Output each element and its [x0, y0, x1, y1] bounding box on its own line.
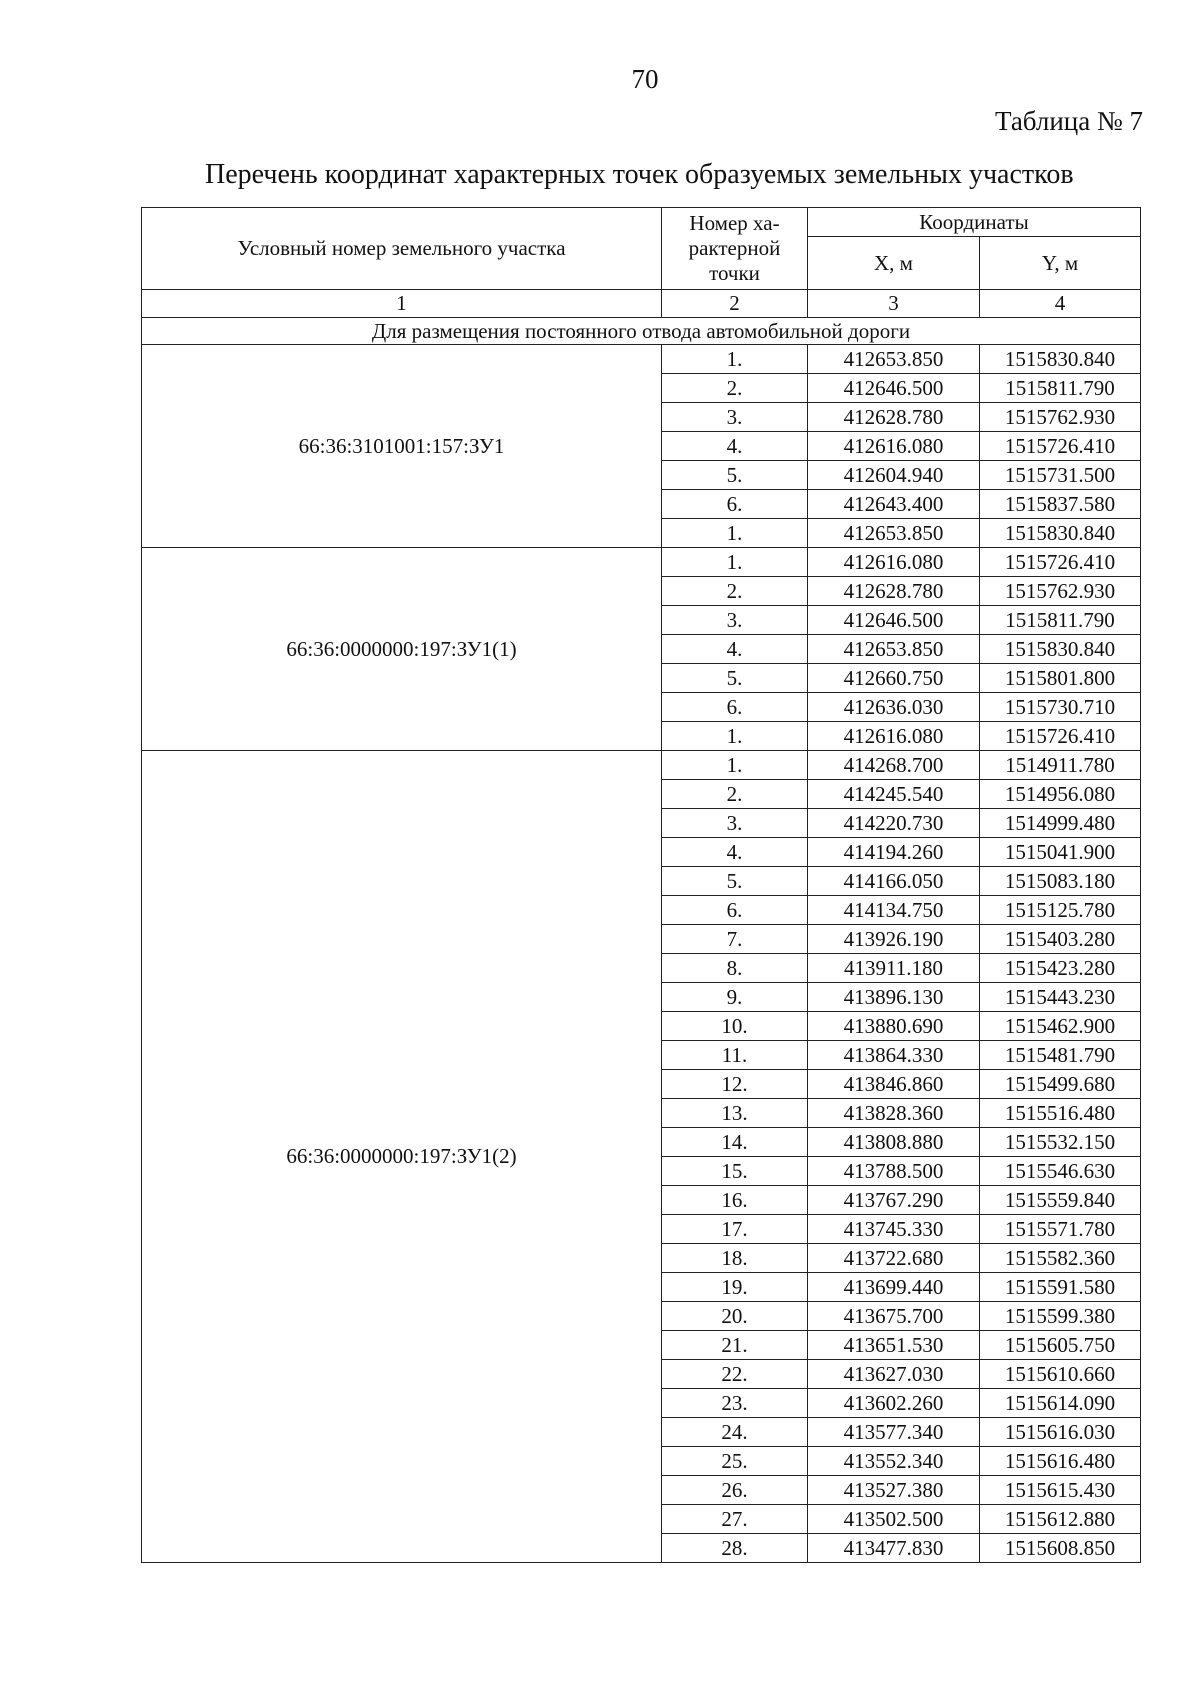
coord-x: 413477.830: [808, 1534, 980, 1563]
header-coordinates: Координаты: [808, 208, 1141, 237]
coord-x: 412660.750: [808, 664, 980, 693]
coord-y: 1515610.660: [980, 1360, 1141, 1389]
coord-x: 414268.700: [808, 751, 980, 780]
coord-y: 1515083.180: [980, 867, 1141, 896]
column-number: 1: [142, 290, 662, 318]
coord-x: 414245.540: [808, 780, 980, 809]
point-number: 3.: [662, 606, 808, 635]
coord-y: 1515532.150: [980, 1128, 1141, 1157]
coord-x: 412628.780: [808, 403, 980, 432]
coord-x: 414220.730: [808, 809, 980, 838]
coord-x: 412616.080: [808, 432, 980, 461]
point-number: 20.: [662, 1302, 808, 1331]
table-row: [142, 751, 1141, 780]
coord-x: 413926.190: [808, 925, 980, 954]
coord-y: 1514956.080: [980, 780, 1141, 809]
coord-y: 1515830.840: [980, 519, 1141, 548]
coord-y: 1515612.880: [980, 1505, 1141, 1534]
point-number: 21.: [662, 1331, 808, 1360]
coord-y: 1515616.480: [980, 1447, 1141, 1476]
coord-x: 412643.400: [808, 490, 980, 519]
coord-x: 412604.940: [808, 461, 980, 490]
point-number: 15.: [662, 1157, 808, 1186]
point-number: 24.: [662, 1418, 808, 1447]
coord-y: 1515762.930: [980, 403, 1141, 432]
point-number: 2.: [662, 780, 808, 809]
point-number: 6.: [662, 490, 808, 519]
coord-x: 413808.880: [808, 1128, 980, 1157]
point-number: 9.: [662, 983, 808, 1012]
coord-x: 413699.440: [808, 1273, 980, 1302]
coord-y: 1515582.360: [980, 1244, 1141, 1273]
coord-x: 413527.380: [808, 1476, 980, 1505]
coord-y: 1515830.840: [980, 635, 1141, 664]
point-number: 8.: [662, 954, 808, 983]
coord-y: 1515605.750: [980, 1331, 1141, 1360]
coord-y: 1514999.480: [980, 809, 1141, 838]
table-label: Таблица № 7: [995, 106, 1143, 136]
coord-y: 1515481.790: [980, 1041, 1141, 1070]
coord-y: 1515516.480: [980, 1099, 1141, 1128]
point-number: 2.: [662, 374, 808, 403]
coord-y: 1515499.680: [980, 1070, 1141, 1099]
header-y: Y, м: [980, 237, 1141, 290]
point-number: 28.: [662, 1534, 808, 1563]
parcel-id: 66:36:0000000:197:ЗУ1(1): [142, 548, 662, 751]
coord-x: 412636.030: [808, 693, 980, 722]
coord-x: 413788.500: [808, 1157, 980, 1186]
section-heading: Для размещения постоянного отвода автомобильной дороги: [142, 318, 1141, 345]
header-parcel-number: Условный номер земельного участка: [142, 208, 662, 290]
point-number: 4.: [662, 432, 808, 461]
coord-x: 412628.780: [808, 577, 980, 606]
point-number: 10.: [662, 1012, 808, 1041]
page-number: 70: [631, 64, 659, 94]
coord-x: 412653.850: [808, 635, 980, 664]
coord-x: 413880.690: [808, 1012, 980, 1041]
point-number: 6.: [662, 693, 808, 722]
point-number: 5.: [662, 461, 808, 490]
coord-y: 1515762.930: [980, 577, 1141, 606]
point-number: 23.: [662, 1389, 808, 1418]
coord-x: 414166.050: [808, 867, 980, 896]
coord-x: 412646.500: [808, 606, 980, 635]
header-point-line2: рактерной: [688, 236, 781, 260]
point-number: 1.: [662, 722, 808, 751]
point-number: 6.: [662, 896, 808, 925]
table-body: [142, 208, 1141, 1563]
coord-x: 412646.500: [808, 374, 980, 403]
coord-x: 413722.680: [808, 1244, 980, 1273]
coord-x: 412616.080: [808, 722, 980, 751]
coord-y: 1515811.790: [980, 606, 1141, 635]
coord-y: 1515546.630: [980, 1157, 1141, 1186]
coord-x: 413896.130: [808, 983, 980, 1012]
coord-x: 413745.330: [808, 1215, 980, 1244]
parcel-id: 66:36:0000000:197:ЗУ1(2): [142, 751, 662, 1563]
header-row: [142, 208, 1141, 237]
point-number: 25.: [662, 1447, 808, 1476]
column-number: 3: [808, 290, 980, 318]
coord-y: 1515559.840: [980, 1186, 1141, 1215]
point-number: 16.: [662, 1186, 808, 1215]
point-number: 26.: [662, 1476, 808, 1505]
point-number: 4.: [662, 635, 808, 664]
coord-x: 413577.340: [808, 1418, 980, 1447]
header-point-line3: точки: [709, 261, 760, 285]
point-number: 1.: [662, 751, 808, 780]
point-number: 19.: [662, 1273, 808, 1302]
coord-y: 1515443.230: [980, 983, 1141, 1012]
coord-y: 1515423.280: [980, 954, 1141, 983]
column-number: 4: [980, 290, 1141, 318]
coord-x: 412653.850: [808, 345, 980, 374]
coord-y: 1515616.030: [980, 1418, 1141, 1447]
coordinates-table: [141, 207, 1141, 1563]
document-title: Перечень координат характерных точек образуемых земельных участков: [205, 159, 1074, 190]
point-number: 3.: [662, 809, 808, 838]
point-number: 22.: [662, 1360, 808, 1389]
point-number: 27.: [662, 1505, 808, 1534]
coord-x: 413828.360: [808, 1099, 980, 1128]
point-number: 13.: [662, 1099, 808, 1128]
parcel-id: 66:36:3101001:157:ЗУ1: [142, 345, 662, 548]
coord-y: 1515608.850: [980, 1534, 1141, 1563]
point-number: 14.: [662, 1128, 808, 1157]
point-number: 11.: [662, 1041, 808, 1070]
point-number: 5.: [662, 867, 808, 896]
coord-y: 1515403.280: [980, 925, 1141, 954]
coord-x: 413767.290: [808, 1186, 980, 1215]
coord-y: 1515811.790: [980, 374, 1141, 403]
point-number: 1.: [662, 519, 808, 548]
coord-x: 413552.340: [808, 1447, 980, 1476]
coord-y: 1515726.410: [980, 432, 1141, 461]
point-number: 3.: [662, 403, 808, 432]
coord-y: 1515801.800: [980, 664, 1141, 693]
header-point-number: [662, 208, 808, 290]
coord-x: 413602.260: [808, 1389, 980, 1418]
coord-y: 1515830.840: [980, 345, 1141, 374]
coord-x: 412653.850: [808, 519, 980, 548]
point-number: 18.: [662, 1244, 808, 1273]
coord-y: 1515591.580: [980, 1273, 1141, 1302]
point-number: 12.: [662, 1070, 808, 1099]
coord-x: 412616.080: [808, 548, 980, 577]
coord-x: 413911.180: [808, 954, 980, 983]
coord-y: 1514911.780: [980, 751, 1141, 780]
column-numbers-row: [142, 290, 1141, 318]
header-x: X, м: [808, 237, 980, 290]
coord-x: 413846.860: [808, 1070, 980, 1099]
coord-y: 1515614.090: [980, 1389, 1141, 1418]
coord-x: 414194.260: [808, 838, 980, 867]
point-number: 7.: [662, 925, 808, 954]
coord-y: 1515730.710: [980, 693, 1141, 722]
coord-x: 413651.530: [808, 1331, 980, 1360]
coord-y: 1515571.780: [980, 1215, 1141, 1244]
coord-y: 1515731.500: [980, 461, 1141, 490]
coord-x: 413675.700: [808, 1302, 980, 1331]
coord-y: 1515125.780: [980, 896, 1141, 925]
table-row: [142, 345, 1141, 374]
column-number: 2: [662, 290, 808, 318]
coord-y: 1515726.410: [980, 548, 1141, 577]
point-number: 5.: [662, 664, 808, 693]
coord-y: 1515837.580: [980, 490, 1141, 519]
coord-y: 1515599.380: [980, 1302, 1141, 1331]
coord-x: 413502.500: [808, 1505, 980, 1534]
coord-y: 1515462.900: [980, 1012, 1141, 1041]
table-row: [142, 548, 1141, 577]
section-row: [142, 318, 1141, 345]
coord-x: 413864.330: [808, 1041, 980, 1070]
coord-y: 1515615.430: [980, 1476, 1141, 1505]
coord-y: 1515041.900: [980, 838, 1141, 867]
coord-x: 413627.030: [808, 1360, 980, 1389]
coord-x: 414134.750: [808, 896, 980, 925]
point-number: 1.: [662, 548, 808, 577]
point-number: 1.: [662, 345, 808, 374]
point-number: 4.: [662, 838, 808, 867]
point-number: 2.: [662, 577, 808, 606]
header-point-line1: Номер ха-: [689, 211, 780, 235]
point-number: 17.: [662, 1215, 808, 1244]
coord-y: 1515726.410: [980, 722, 1141, 751]
